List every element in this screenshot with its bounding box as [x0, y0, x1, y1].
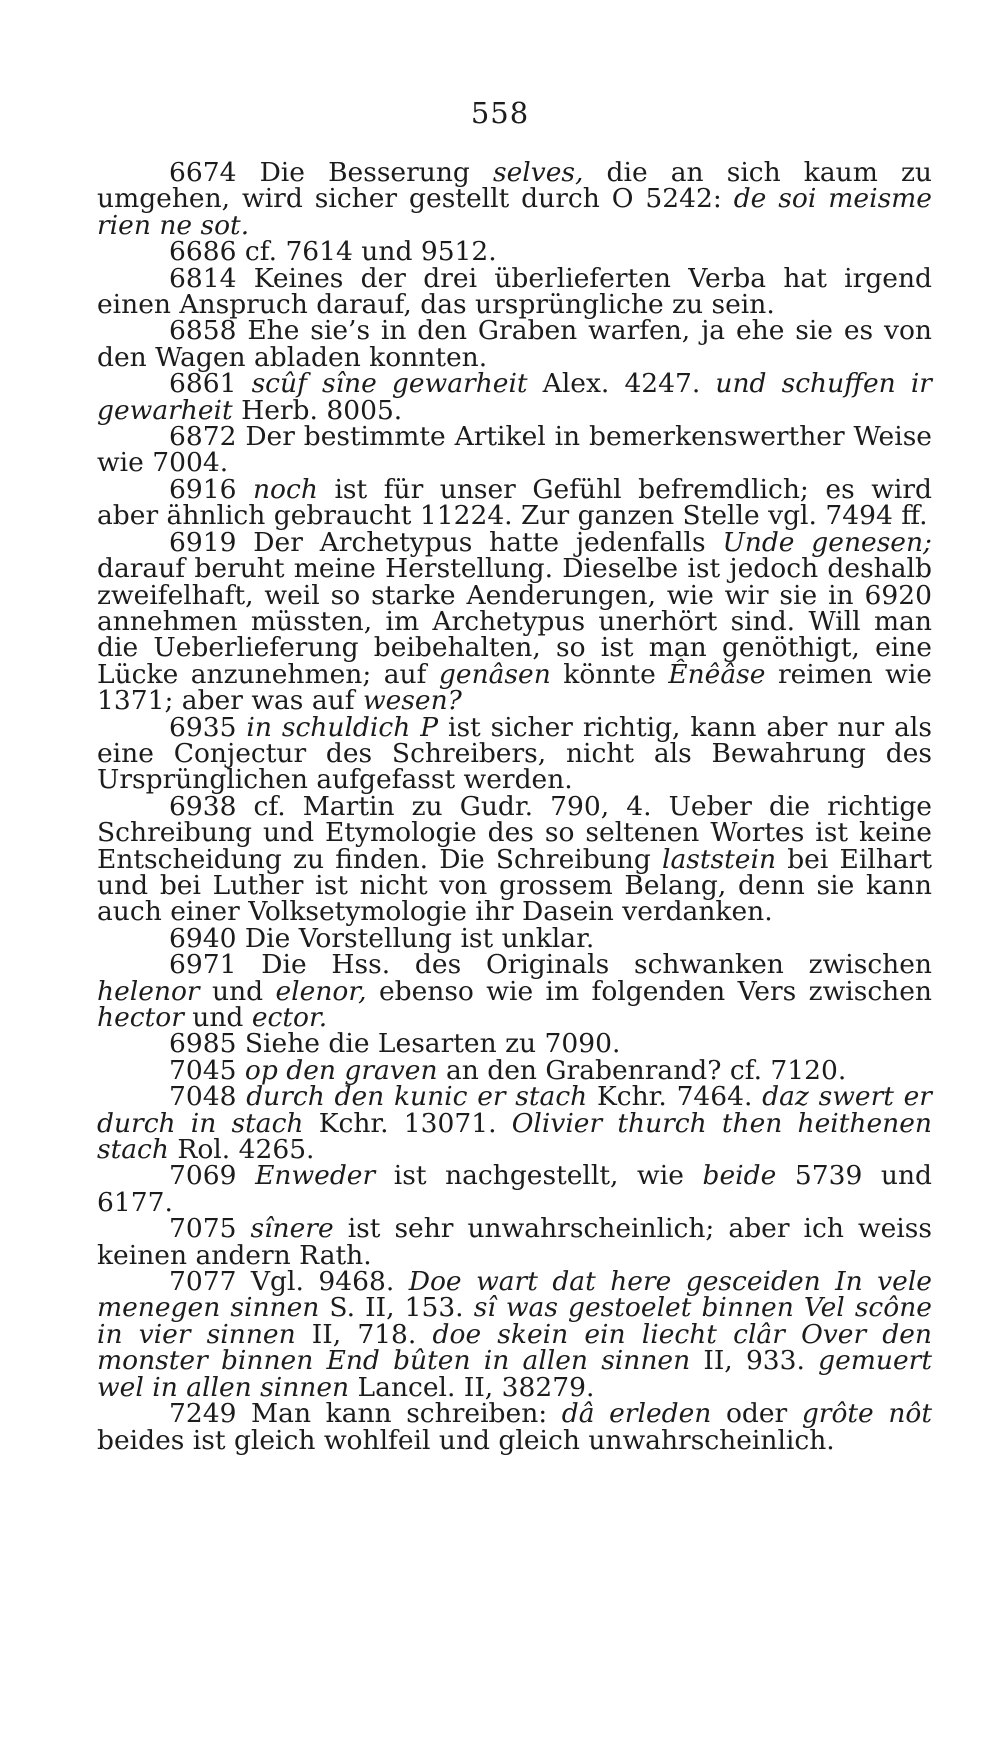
note-entry: 6938 cf. Martin zu Gudr. 790, 4. Ueber die richtige Schreibung und Etymologie des so seltenen Wortes ist keine Entscheidung zu finden. Die Schreibung laststein bei Eilhart und bei Luther ist nicht von grossem Belang, denn sie kann auch einer Volksetymologie ihr Dasein verdanken. [97, 790, 932, 928]
verse-number: 6985 [169, 1028, 237, 1060]
note-entry: 6686 cf. 7614 und 9512. [169, 236, 497, 268]
verse-number: 6916 [169, 473, 237, 505]
verse-number: 6872 [169, 421, 237, 453]
note-entry: 7048 durch den kunic er stach Kchr. 7464. daz swert er durch in stach Kchr. 13071. Olivier thurch then heithenen stach Rol. 4265. [97, 1081, 933, 1166]
verse-number: 6938 [169, 790, 237, 822]
note-entry: 6985 Siehe die Lesarten zu 7090. [169, 1028, 621, 1060]
verse-number: 6971 [169, 949, 237, 981]
note-entry: 6674 Die Besserung selves, die an sich kaum zu umgehen, wird sicher gestellt durch O 5242: de soi meisme rien ne sot. [97, 157, 932, 241]
verse-number: 6919 [169, 526, 237, 558]
note-entry: 6919 Der Archetypus hatte jedenfalls Unde genesen; darauf beruht meine Herstellung. Dieselbe ist jedoch deshalb zweifelhaft, weil so starke Aenderungen, wie wir sie in 6920 annehmen müssten, im Archetypus unerhört sind. Will man die Ueberlieferung beibehalten, so ist man genöthigt, eine Lücke anzunehmen; auf genâsen könnte Ênêâse reimen wie 1371; aber was auf wesen? [97, 526, 932, 717]
verse-number: 6935 [169, 711, 237, 743]
note-entry: 7069 Enweder ist nachgestellt, wie beide 5739 und 6177. [97, 1160, 932, 1218]
note-entry: 6872 Der bestimmte Artikel in bemerkenswerther Weise wie 7004. [97, 421, 932, 479]
note-entry: 6916 noch ist für unser Gefühl befremdlich; es wird aber ähnlich gebraucht 11224. Zur ganzen Stelle vgl. 7494 ff. [97, 473, 932, 532]
note-entry: 7075 sînere ist sehr unwahrscheinlich; aber ich weiss keinen andern Rath. [97, 1213, 932, 1271]
verse-number: 7048 [169, 1081, 237, 1113]
verse-number: 7045 [169, 1054, 237, 1086]
verse-number: 7069 [169, 1160, 237, 1192]
note-entry: 6971 Die Hss. des Originals schwanken zwischen helenor und elenor, ebenso wie im folgenden Vers zwischen hector und ector. [97, 949, 932, 1033]
note-entry: 6940 Die Vorstellung ist unklar. [169, 922, 595, 954]
verse-number: 6940 [169, 922, 237, 954]
verse-number: 7249 [169, 1398, 237, 1430]
note-entry: 6935 in schuldich P ist sicher richtig, kann aber nur als eine Conjectur des Schreibers, nicht als Bewahrung des Ursprünglichen aufgefasst werden. [97, 711, 932, 796]
note-entry: 7249 Man kann schreiben: dâ erleden oder grôte nôt beides ist gleich wohlfeil und gleich unwahrscheinlich. [97, 1398, 932, 1456]
verse-number: 7075 [169, 1213, 237, 1245]
note-entry: 7045 op den graven an den Grabenrand? cf. 7120. [169, 1054, 847, 1086]
verse-number: 6858 [169, 315, 237, 347]
note-entry: 6861 scûf sîne gewarheit Alex. 4247. und schuffen ir gewarheit Herb. 8005. [97, 368, 932, 426]
verse-number: 6674 [169, 157, 237, 188]
verse-number: 6686 [169, 236, 237, 268]
verse-number: 7077 [169, 1266, 237, 1298]
verse-number: 6861 [169, 368, 237, 400]
note-entry: 7077 Vgl. 9468. Doe wart dat here gesceiden In vele menegen sinnen S. II, 153. sî was gestoelet binnen Vel scône in vier sinnen II, 718. doe skein ein liecht clâr Over den monster binnen End bûten in allen sinnen II, 933. gemuert wel in allen sinnen Lancel. II, 38279. [97, 1266, 932, 1403]
verse-number: 6814 [169, 262, 237, 294]
commentary-body [97, 157, 933, 1456]
note-entry: 6814 Keines der drei überlieferten Verba hat irgend einen Anspruch darauf, das ursprüngliche zu sein. [97, 262, 932, 321]
page-number: 558 [470, 96, 530, 130]
note-entry: 6858 Ehe sie’s in den Graben warfen, ja ehe sie es von den Wagen abladen konnten. [97, 315, 932, 373]
